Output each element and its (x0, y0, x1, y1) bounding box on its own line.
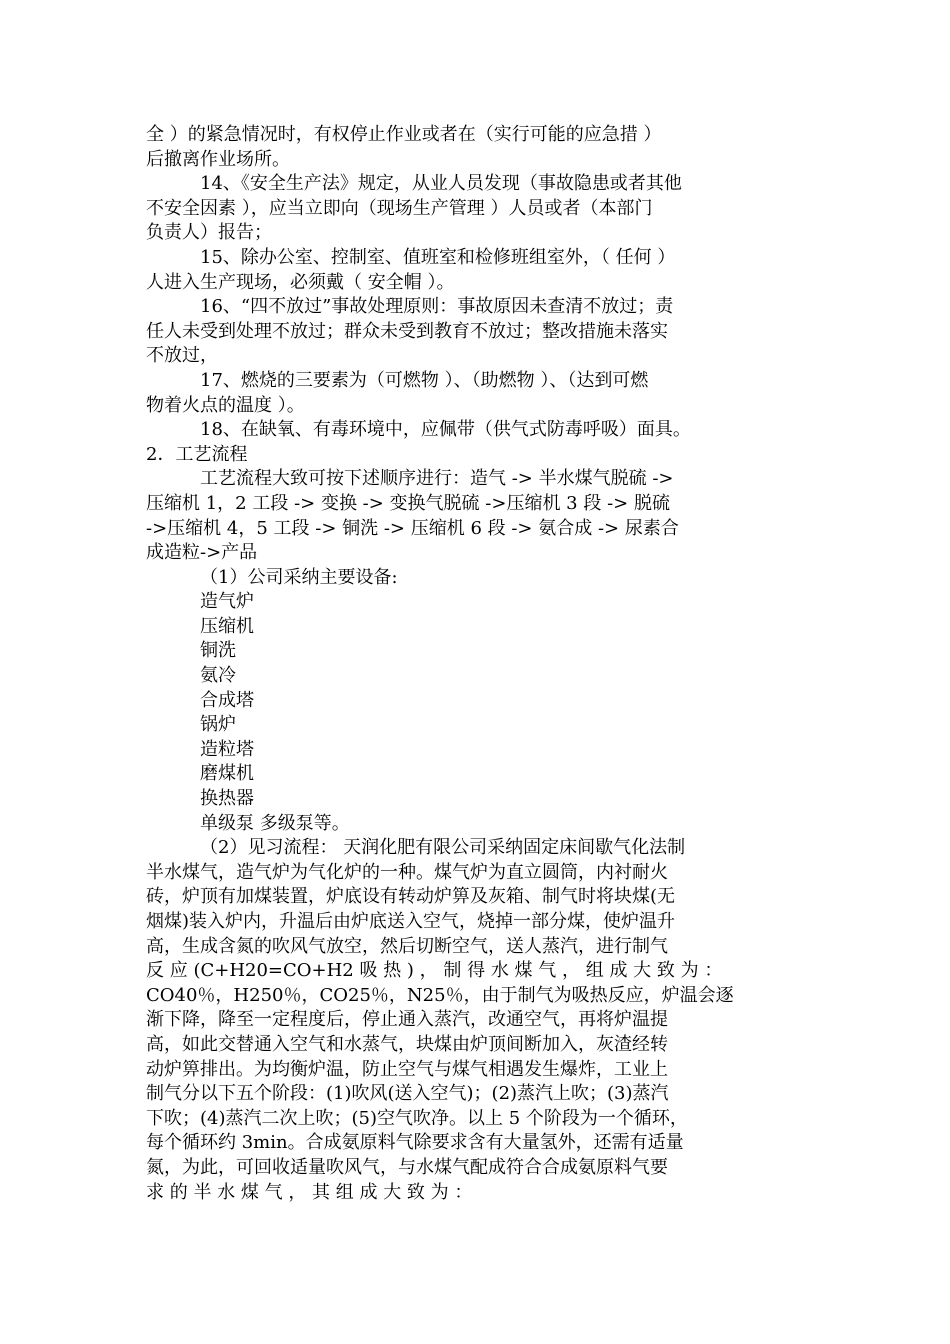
equipment-item: 磨煤机 (200, 763, 254, 785)
text-line: 高，如此交替通入空气和水蒸气，块煤由炉顶间断加入，灰渣经转 (146, 1033, 668, 1055)
equipment-item: 压缩机 (200, 615, 254, 637)
text-line: 每个循环约 3min。合成氨原料气除要求含有大量氢外，还需有适量 (146, 1132, 684, 1154)
equipment-item: 单级泵 多级泵等。 (200, 812, 350, 834)
text-line: 成造粒->产品 (146, 542, 258, 564)
text-line: 17、燃烧的三要素为（可燃物 ）、（助燃物 ）、（达到可燃 (200, 369, 649, 391)
text-line: 工艺流程大致可按下述顺序进行：造气 -> 半水煤气脱硫 -> (200, 468, 674, 490)
text-line: （2）见习流程： 天润化肥有限公司采纳固定床间歇气化法制 (200, 837, 686, 859)
equipment-item: 氨冷 (200, 665, 236, 687)
text-line: 渐下降，降至一定程度后，停止通入蒸汽，改通空气，再将炉温提 (146, 1009, 668, 1031)
text-line: 砖，炉顶有加煤装置，炉底设有转动炉箅及灰箱、制气时将块煤(无 (146, 886, 676, 908)
text-line: 压缩机 1，2 工段 -> 变换 -> 变换气脱硫 ->压缩机 3 段 -> 脱硫 (146, 492, 670, 514)
text-line: 物着火点的温度 ）。 (146, 394, 305, 416)
text-line: 14、《安全生产法》规定，从业人员发现（事故隐患或者其他 (200, 173, 682, 195)
text-line: ->压缩机 4，5 工段 -> 铜洗 -> 压缩机 6 段 -> 氨合成 -> 尿素合 (146, 517, 679, 539)
text-line: 高，生成含氮的吹风气放空，然后切断空气，送人蒸汽，进行制气 (146, 935, 668, 957)
text-line: 制气分以下五个阶段：(1)吹风(送入空气)；(2)蒸汽上吹；(3)蒸汽 (146, 1083, 669, 1105)
text-line: 全 ）的紧急情况时，有权停止作业或者在（实行可能的应急措 ） (146, 124, 662, 145)
text-line: 负责人）报告； (146, 222, 272, 244)
text-line: 18、在缺氧、有毒环境中，应佩带（供气式防毒呼吸）面具。 (200, 419, 691, 441)
equipment-item: 锅炉 (200, 714, 236, 736)
equipment-item: 铜洗 (200, 640, 236, 662)
text-line: 求 的 半 水 煤 气 ， 其 组 成 大 致 为 ： (146, 1181, 473, 1203)
document-body (146, 123, 810, 1205)
text-line: 16、“四不放过”事故处理原则：事故原因未查清不放过；责 (200, 296, 674, 318)
text-line: 人进入生产现场，必须戴（ 安全帽 ）。 (146, 271, 455, 293)
equipment-item: 造气炉 (200, 591, 254, 613)
subsection-heading: （1）公司采纳主要设备: (200, 566, 398, 588)
text-line: 后撤离作业场所。 (146, 148, 290, 170)
text-line: 任人未受到处理不放过；群众未受到教育不放过；整改措施未落实 (146, 320, 668, 342)
text-line: 下吹；(4)蒸汽二次上吹；(5)空气吹净。以上 5 个阶段为一个循环， (146, 1107, 688, 1129)
text-line: 不放过， (146, 345, 218, 367)
text-line: 烟煤)装入炉内，升温后由炉底送入空气，烧掉一部分煤，使炉温升 (146, 911, 676, 932)
equipment-item: 换热器 (200, 788, 254, 810)
text-line: 不安全因素 ），应当立即向（现场生产管理 ）人员或者（本部门 (146, 197, 653, 219)
section-heading: 2．工艺流程 (146, 443, 248, 465)
text-line: 15、除办公室、控制室、值班室和检修班组室外，（ 任何 ） (200, 246, 676, 268)
text-line: 氮，为此，可回收适量吹风气，与水煤气配成符合合成氨原料气要 (146, 1156, 668, 1178)
text-line: CO40％，H250％，CO25％，N25％，由于制气为吸热反应，炉温会逐 (146, 984, 734, 1006)
equipment-item: 造粒塔 (200, 738, 254, 760)
equipment-item: 合成塔 (200, 689, 254, 711)
text-line: 动炉箅排出。为均衡炉温，防止空气与煤气相遇发生爆炸，工业上 (146, 1058, 668, 1080)
text-line: 半水煤气，造气炉为气化炉的一种。煤气炉为直立圆筒，内衬耐火 (146, 861, 668, 883)
text-line: 反 应 (C+H20=CO+H2 吸 热 ) ， 制 得 水 煤 气 ， 组 成 大 致 为 ： (146, 960, 723, 982)
